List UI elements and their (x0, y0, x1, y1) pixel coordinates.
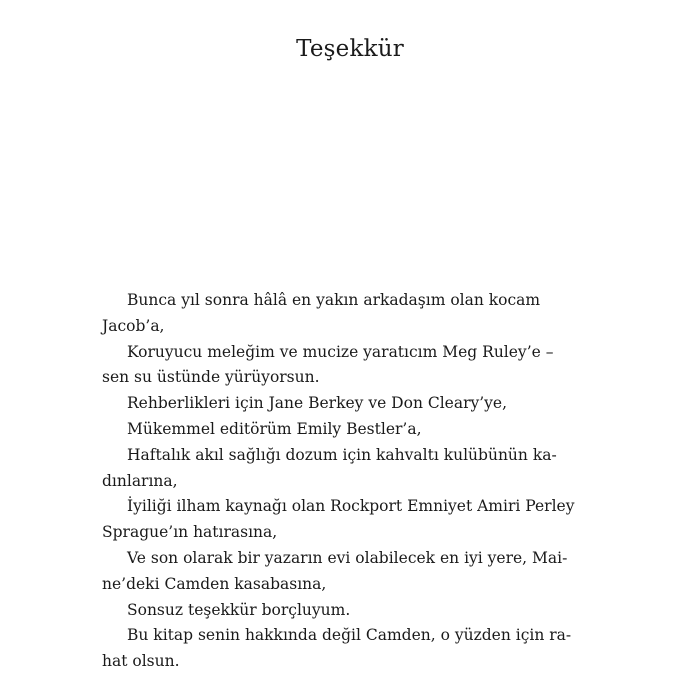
text-line: Koruyucu meleğim ve mucize yaratıcım Meg Ruley’e – (127, 342, 554, 361)
text-line: İyiliği ilham kaynağı olan Rockport Emniyet Amiri Perley (127, 497, 575, 516)
text-line: Sprague’ın hatırasına, (102, 523, 278, 542)
text-line: Sonsuz teşekkür borçluyum. (127, 600, 351, 619)
text-line: dınlarına, (102, 471, 178, 490)
text-line: ne’deki Camden kasabasına, (102, 574, 327, 593)
text-line: Rehberlikleri için Jane Berkey ve Don Cleary’ye, (127, 394, 508, 413)
acknowledgements-text (102, 288, 602, 675)
page-title: Teşekkür (296, 36, 404, 62)
text-line: Jacob’a, (102, 316, 165, 335)
text-line: sen su üstünde yürüyorsun. (102, 368, 320, 387)
text-line: hat olsun. (102, 652, 180, 671)
text-line: Bunca yıl sonra hâlâ en yakın arkadaşım olan kocam (127, 291, 541, 309)
text-line: Haftalık akıl sağlığı dozum için kahvaltı kulübünün ka- (127, 445, 557, 464)
text-line: Mükemmel editörüm Emily Bestler’a, (127, 419, 422, 438)
text-line: Bu kitap senin hakkında değil Camden, o yüzden için ra- (127, 626, 572, 645)
text-line: Ve son olarak bir yazarın evi olabilecek en iyi yere, Mai- (127, 548, 568, 567)
